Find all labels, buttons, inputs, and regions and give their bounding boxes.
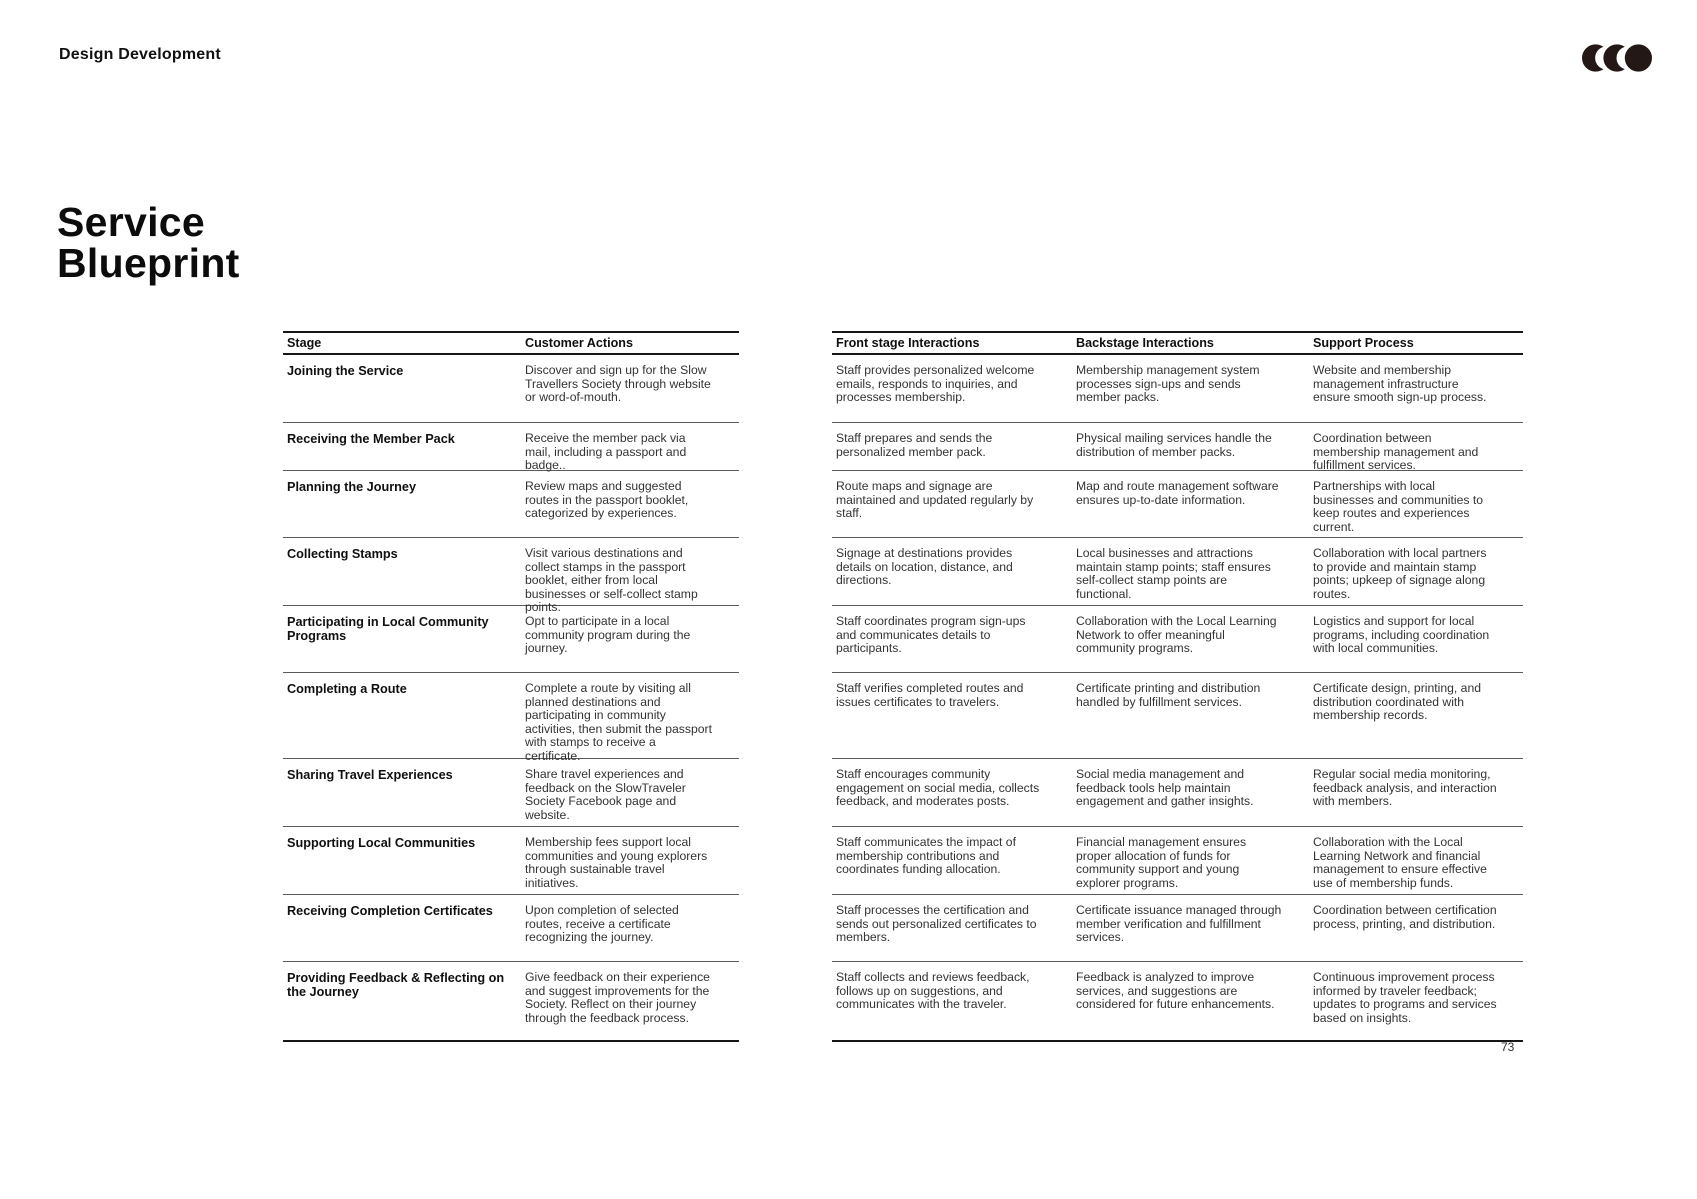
table-row: [283, 355, 739, 423]
backstage-cell: Feedback is analyzed to improve services, and suggestions are considered for future enhancements.: [1076, 970, 1275, 1011]
support-process-cell: Website and membership management infrastructure ensure smooth sign-up process.: [1313, 363, 1487, 404]
support-process-cell: Partnerships with local businesses and communities to keep routes and experiences current.: [1313, 479, 1484, 534]
front-stage-cell: Staff coordinates program sign-ups and communicates details to participants.: [836, 614, 1026, 655]
customer-actions-cell: Receive the member pack via mail, including a passport and badge..: [525, 431, 687, 472]
front-stage-cell: Staff communicates the impact of membership contributions and coordinates funding allocation.: [836, 835, 1016, 876]
support-process-cell: Logistics and support for local programs, including coordination with local communities.: [1313, 614, 1490, 655]
backstage-cell: Collaboration with the Local Learning Network to offer meaningful community programs.: [1076, 614, 1277, 655]
customer-actions-cell: Share travel experiences and feedback on the SlowTraveler Society Facebook page and website.: [525, 767, 686, 822]
circle-icon: [1625, 44, 1652, 71]
column-header-support-process: Support Process: [1313, 336, 1414, 350]
front-stage-cell: Staff prepares and sends the personalized member pack.: [836, 431, 993, 459]
table-row: [283, 759, 739, 827]
table-row: [832, 538, 1523, 606]
backstage-cell: Map and route management software ensures up-to-date information.: [1076, 479, 1279, 507]
stage-cell: Participating in Local Community Programs: [287, 615, 489, 643]
table-row: [283, 538, 739, 614]
stage-customer-table: [283, 331, 739, 1042]
table-row: [283, 423, 739, 471]
stage-cell: Receiving Completion Certificates: [287, 904, 493, 918]
backstage-cell: Certificate printing and distribution handled by fulfillment services.: [1076, 681, 1261, 709]
table-row: [283, 827, 739, 895]
column-header-front-stage: Front stage Interactions: [836, 336, 980, 350]
support-process-cell: Collaboration with the Local Learning Network and financial management to ensure effective use of membership funds.: [1313, 835, 1487, 890]
table-row: [832, 355, 1523, 423]
backstage-cell: Financial management ensures proper allocation of funds for community support and young explorer programs.: [1076, 835, 1247, 890]
support-process-cell: Continuous improvement process informed by traveler feedback; updates to programs and services based on insights.: [1313, 970, 1497, 1025]
page-title-line: Service: [57, 199, 206, 245]
page-title: [57, 199, 240, 286]
front-stage-cell: Staff encourages community engagement on social media, collects feedback, and moderates posts.: [836, 767, 1040, 808]
column-header-backstage: Backstage Interactions: [1076, 336, 1214, 350]
column-header-customer-actions: Customer Actions: [525, 336, 633, 350]
support-process-cell: Regular social media monitoring, feedback analysis, and interaction with members.: [1313, 767, 1497, 808]
front-stage-cell: Route maps and signage are maintained and updated regularly by staff.: [836, 479, 1034, 520]
customer-actions-cell: Review maps and suggested routes in the passport booklet, categorized by experiences.: [525, 479, 689, 520]
table-row: [832, 423, 1523, 471]
customer-actions-cell: Visit various destinations and collect stamps in the passport booklet, either from local businesses or self-collect stamp points.: [525, 546, 698, 614]
backstage-cell: Certificate issuance managed through member verification and fulfillment services.: [1076, 903, 1282, 944]
table-row: [283, 895, 739, 962]
table-header-row: [283, 331, 739, 355]
table-row: [832, 471, 1523, 538]
table-row: [832, 895, 1523, 962]
customer-actions-cell: Membership fees support local communities and young explorers through sustainable travel initiatives.: [525, 835, 708, 890]
backstage-cell: Physical mailing services handle the distribution of member packs.: [1076, 431, 1272, 459]
stage-cell: Collecting Stamps: [287, 547, 398, 561]
table-row: [283, 673, 739, 763]
table-row: [283, 606, 739, 673]
table-row: [832, 827, 1523, 895]
customer-actions-cell: Upon completion of selected routes, receive a certificate recognizing the journey.: [525, 903, 679, 944]
support-process-cell: Coordination between certification process, printing, and distribution.: [1313, 903, 1497, 931]
backstage-cell: Local businesses and attractions maintain stamp points; staff ensures self-collect stamp points are functional.: [1076, 546, 1271, 601]
customer-actions-cell: Give feedback on their experience and suggest improvements for the Society. Reflect on their journey through the feedback process.: [525, 970, 710, 1025]
table-header-row: [832, 331, 1523, 355]
page-title-line: Blueprint: [57, 240, 240, 286]
backstage-cell: Membership management system processes sign-ups and sends member packs.: [1076, 363, 1260, 404]
customer-actions-cell: Complete a route by visiting all planned destinations and participating in community activities, then submit the passport with stamps to receive a certificate.: [525, 681, 712, 763]
front-stage-cell: Staff provides personalized welcome emails, responds to inquiries, and processes membership.: [836, 363, 1035, 404]
table-row: [832, 759, 1523, 827]
support-process-cell: Coordination between membership management and fulfillment services.: [1313, 431, 1479, 472]
table-row: [832, 673, 1523, 759]
stage-cell: Sharing Travel Experiences: [287, 768, 453, 782]
table-row: [283, 471, 739, 538]
table-row: [832, 962, 1523, 1042]
front-stage-cell: Staff processes the certification and sends out personalized certificates to members.: [836, 903, 1037, 944]
front-stage-cell: Signage at destinations provides details on location, distance, and directions.: [836, 546, 1013, 587]
customer-actions-cell: Discover and sign up for the Slow Travellers Society through website or word-of-mouth.: [525, 363, 711, 404]
interactions-table-body: [832, 355, 1523, 1042]
stage-cell: Supporting Local Communities: [287, 836, 476, 850]
support-process-cell: Certificate design, printing, and distribution coordinated with membership records.: [1313, 681, 1482, 722]
page-number: 73: [1501, 1040, 1515, 1054]
stage-cell: Planning the Journey: [287, 480, 417, 494]
customer-actions-cell: Opt to participate in a local community program during the journey.: [525, 614, 691, 655]
document-section-header: Design Development: [59, 46, 221, 63]
front-stage-cell: Staff collects and reviews feedback, follows up on suggestions, and communicates with the traveler.: [836, 970, 1030, 1011]
stage-cell: Receiving the Member Pack: [287, 432, 455, 446]
stage-cell: Providing Feedback & Reflecting on the Journey: [287, 971, 505, 999]
support-process-cell: Collaboration with local partners to provide and maintain stamp points; upkeep of signage along routes.: [1313, 546, 1487, 601]
front-stage-cell: Staff verifies completed routes and issues certificates to travelers.: [836, 681, 1024, 709]
table-row: [283, 962, 739, 1042]
column-header-stage: Stage: [287, 336, 322, 350]
interactions-table: [832, 331, 1523, 1042]
brand-logo: [1582, 42, 1652, 74]
table-row: [832, 606, 1523, 673]
stage-cell: Joining the Service: [287, 364, 404, 378]
stage-cell: Completing a Route: [287, 682, 407, 696]
backstage-cell: Social media management and feedback tools help maintain engagement and gather insights.: [1076, 767, 1254, 808]
stage-table-body: [283, 355, 739, 1042]
